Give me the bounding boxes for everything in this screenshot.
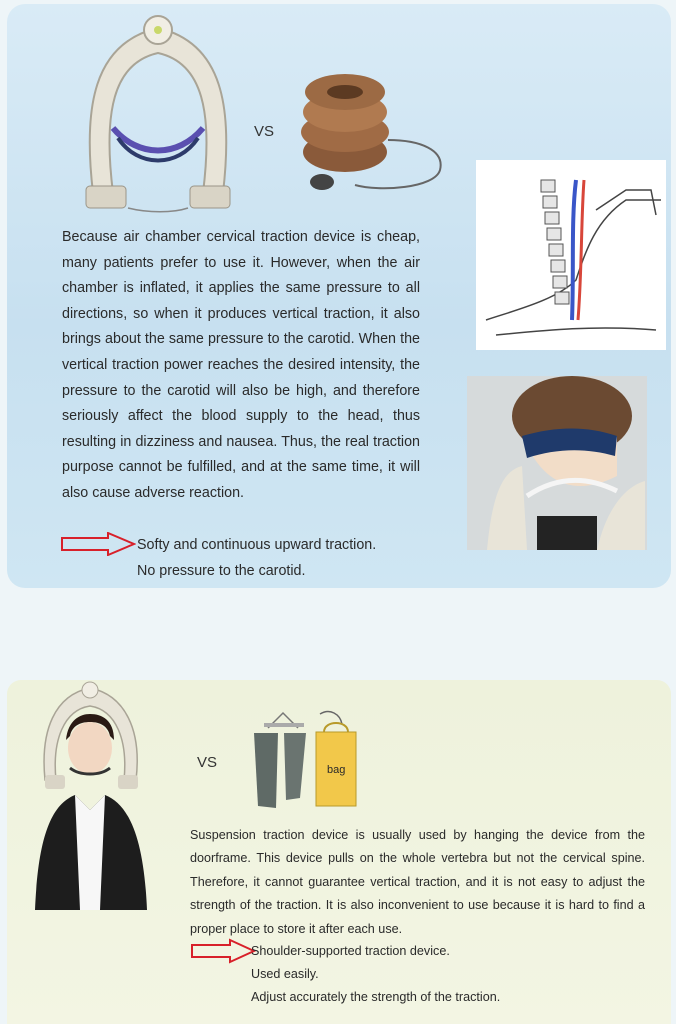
bag-icon [300, 710, 360, 808]
highlight-4: Used easily. [251, 967, 319, 981]
arrow-right-icon [60, 532, 136, 556]
device-worn-photo [467, 376, 647, 550]
top-paragraph: Because air chamber cervical traction device is cheap, many patients prefer to use it. However, when the air chamber is inflated, it applies the same pressure to all directions, so when it produces vertical traction, it also brings about the same pressure to the carotid. When the vertical traction power reaches the desired intensity, the pressure to the carotid will also be high, and therefore seriously affect the blood supply to the head, thus resulting in dizziness and nausea. Thus, the real traction purpose cannot be fulfilled, and at the same time, it will also cause adverse reaction. [62, 229, 420, 501]
vs-label-top: VS [254, 123, 275, 140]
bag-label: bag [327, 764, 346, 776]
highlight-1: Softy and continuous upward traction. [137, 537, 377, 553]
spine-anatomy-icon [476, 160, 666, 350]
highlight-5: Adjust accurately the strength of the traction. [251, 990, 501, 1004]
cervical-collar-icon [78, 8, 238, 218]
vs-label-bottom: VS [197, 754, 218, 771]
arrow-right-icon [190, 938, 256, 964]
highlight-2: No pressure to the carotid. [137, 563, 306, 579]
highlight-3: Shoulder-supported traction device. [251, 944, 450, 958]
air-chamber-collar-icon [300, 70, 450, 200]
bottom-paragraph: Suspension traction device is usually used by hanging the device from the doorframe. This device pulls on the whole vertebra but not the cervical spine. Therefore, it cannot guarantee vertical traction, and it is not easy to adjust the strength of the traction. It is also inconvenient to use because it is hard to find a proper place to store it after each use. [190, 828, 645, 936]
woman-wearing-device-photo [30, 680, 152, 910]
